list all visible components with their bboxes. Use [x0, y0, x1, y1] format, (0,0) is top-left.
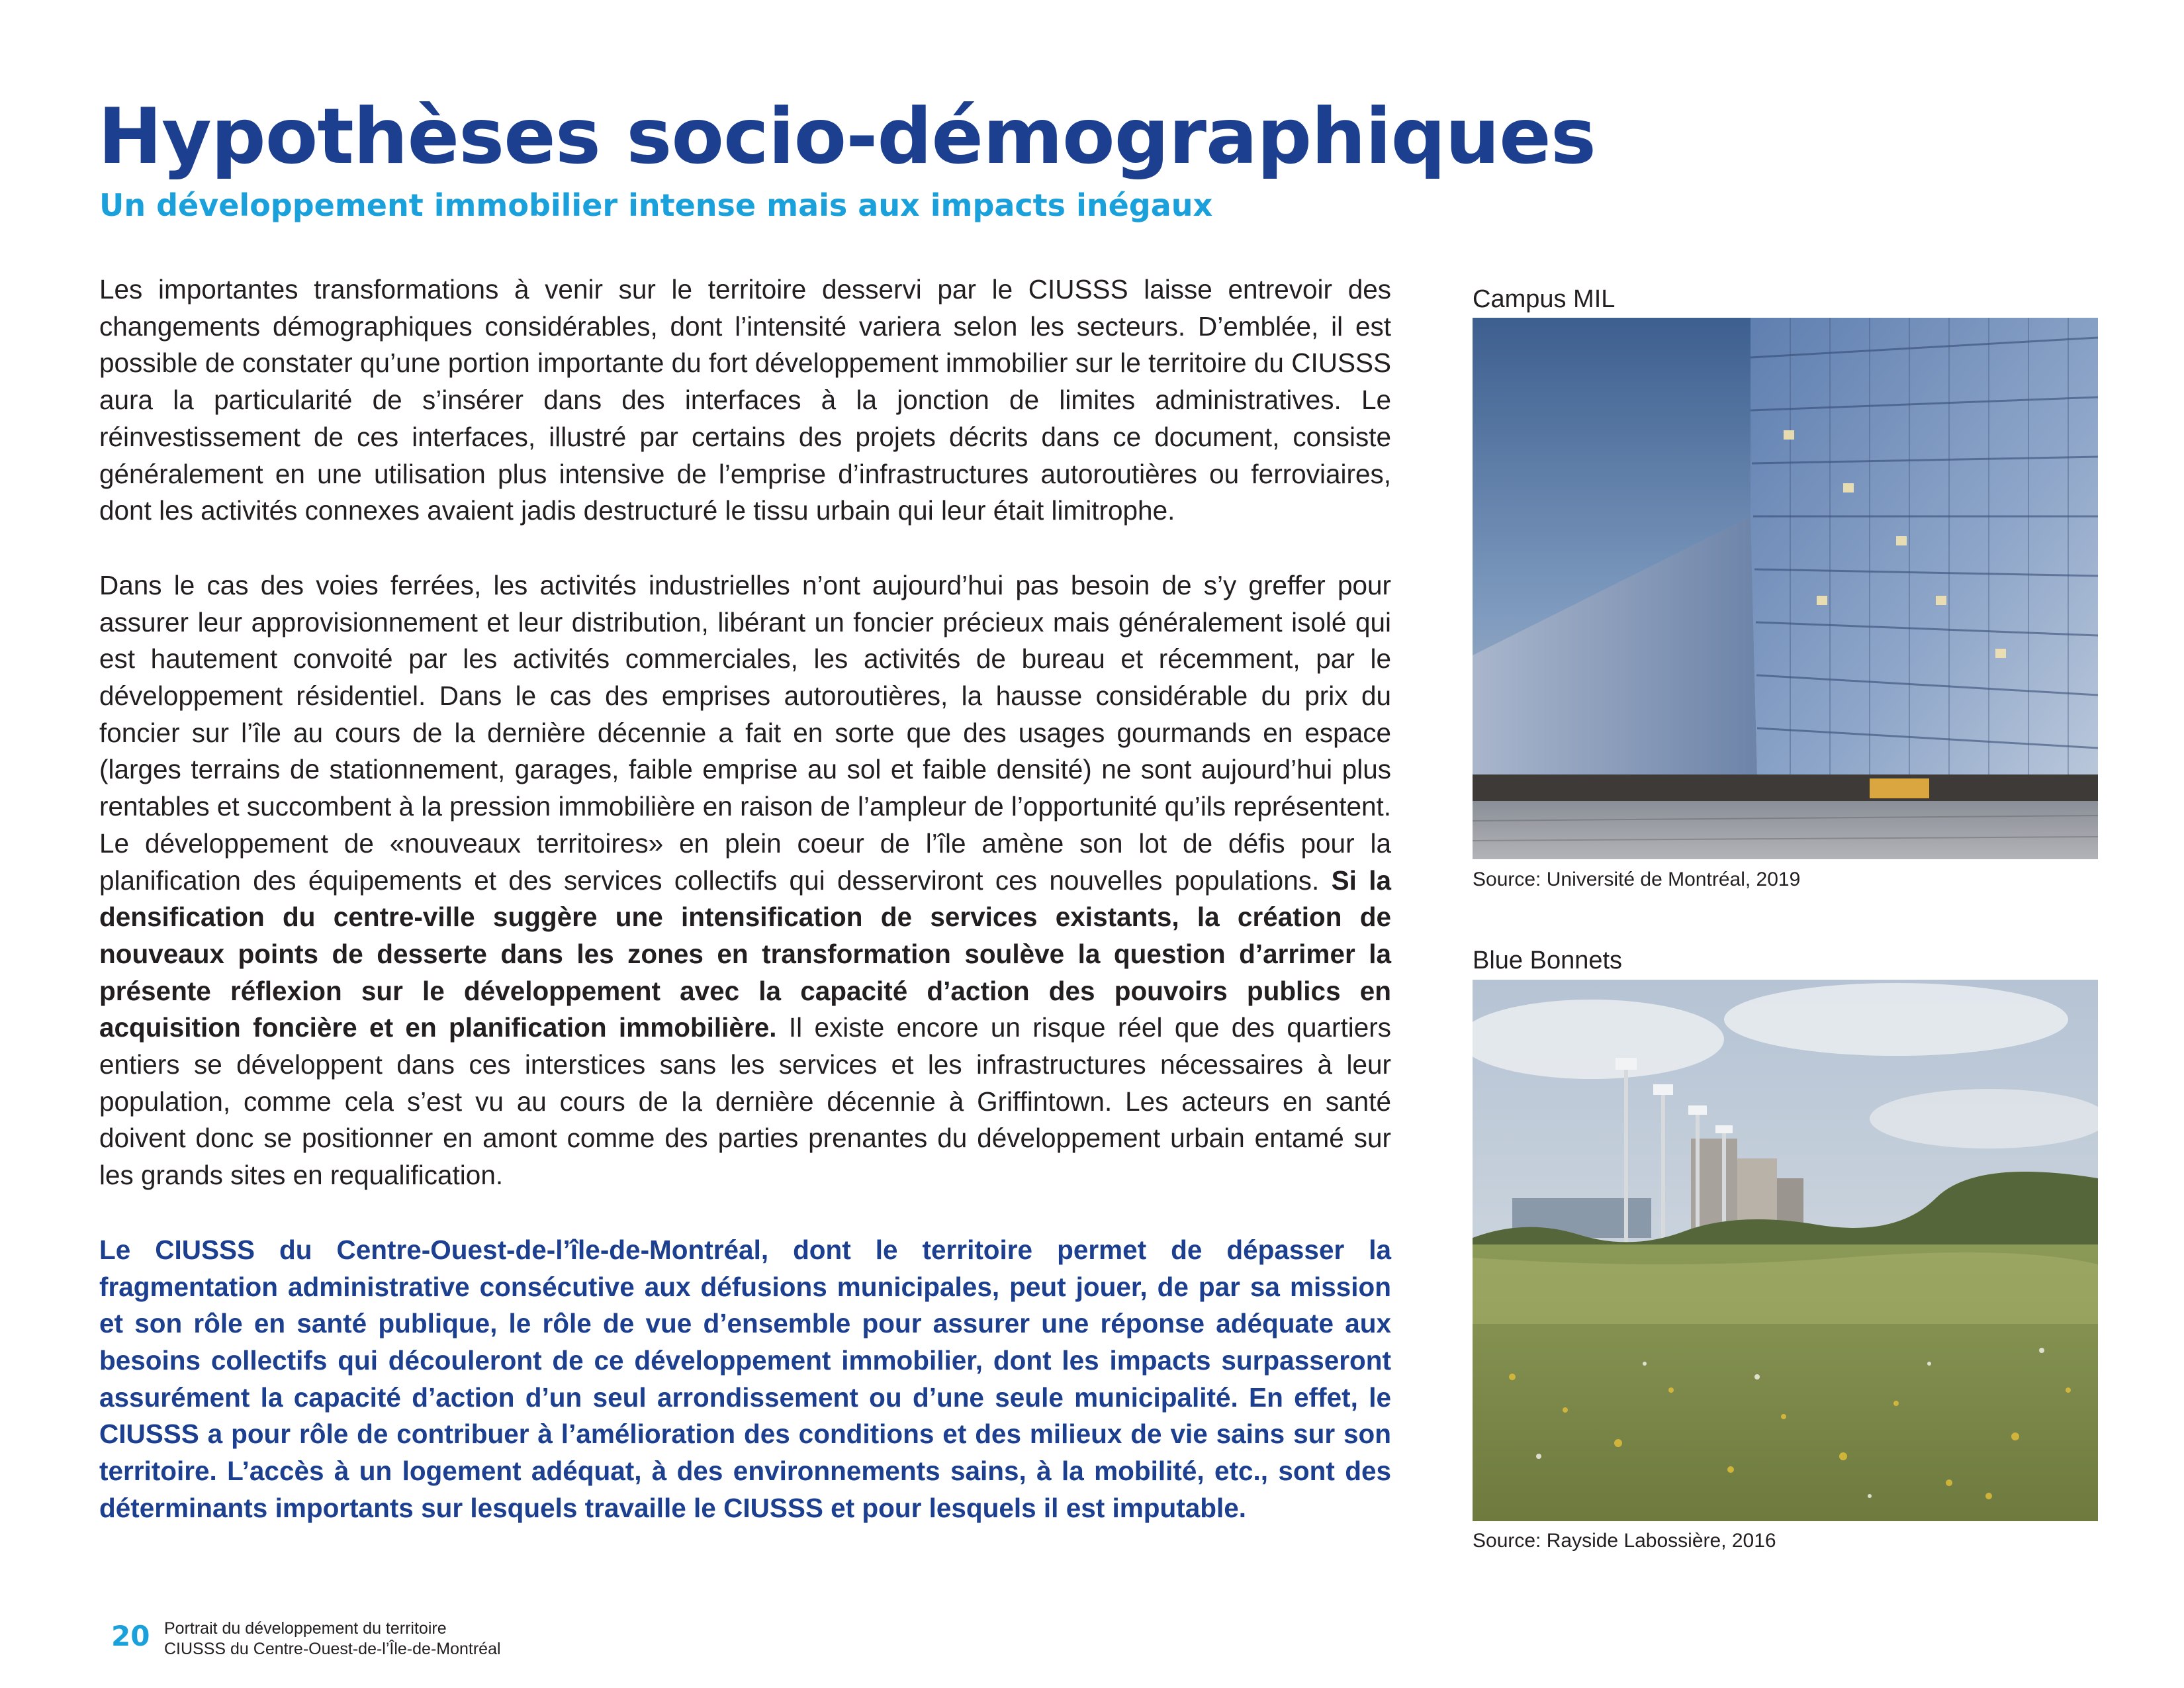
- footer-line-2: CIUSSS du Centre-Ouest-de-l’Île-de-Montréal: [164, 1640, 501, 1658]
- campus-mil-illustration: [1473, 318, 2098, 859]
- paragraph-rail-highway-emphasis: Si la densification du centre-ville suggère une intensification de services existants, la création de nouveaux points de desserte dans les zones en transformation soulève la question d’arrimer la présente réflexion sur le développement avec la capacité d’action des pouvoirs publics en acquisition foncière et en planification immobilière.: [99, 865, 1392, 1043]
- figure-source-blue-bonnets: Source: Rayside Labossière, 2016: [1473, 1530, 1776, 1552]
- page-number: 20: [111, 1620, 150, 1652]
- paragraph-intro: Les importantes transformations à venir sur le territoire desservi par le CIUSSS laisse entrevoir des changements démographiques considérables, dont l’intensité variera selon les secteurs. D’emblée, il est possible de constater qu’une portion importante du fort développement immobilier sur le territoire du CIUSSS aura la particularité de s’insérer dans des interfaces à la jonction de limites administratives. Le réinvestissement de ces interfaces, illustré par certains des projets décrits dans ce document, consiste généralement en une utilisation plus intensive de l’emprise d’infrastructures autoroutières ou ferroviaires, dont les activités connexes avaient jadis destructuré le tissu urbain qui leur était limitrophe.: [99, 274, 1391, 526]
- blue-bonnets-photo: [1473, 980, 2098, 1521]
- campus-mil-photo: [1473, 318, 2098, 859]
- page-subtitle: Un développement immobilier intense mais aux impacts inégaux: [99, 187, 1213, 223]
- body-text-column: [99, 271, 1391, 1527]
- footer-line-1: Portrait du développement du territoire: [164, 1619, 447, 1638]
- footer-document-title: [164, 1618, 501, 1660]
- paragraph-rail-highway-start: Dans le cas des voies ferrées, les activités industrielles n’ont aujourd’hui pas besoin de s’y greffer pour assurer leur approvisionnement et leur distribution, libérant un foncier précieux mais généralement isolé qui est hautement convoité par les activités commerciales, les activités de bureau et récemment, par le développement résidentiel. Dans le cas des emprises autoroutières, la hausse considérable du prix du foncier sur l’île au cours de la dernière décennie a fait en sorte que des usages gourmands en espace (larges terrains de stationnement, garages, faible emprise au sol et faible densité) ne sont aujourd’hui plus rentables et succombent à la pression immobilière en raison de l’ampleur de l’opportunité qu’ils représentent. Le développement de «nouveaux territoires» en plein coeur de l’île amène son lot de défis pour la planification des équipements et des services collectifs qui desserviront ces nouvelles populations.: [99, 569, 1391, 896]
- paragraph-ciusss-role: Le CIUSSS du Centre-Ouest-de-l’île-de-Montréal, dont le territoire permet de dépasser la fragmentation administrative consécutive aux défusions municipales, peut jouer, de par sa mission et son rôle en santé publique, le rôle de vue d’ensemble pour assurer une réponse adéquate aux besoins collectifs qui découleront de ce développement immobilier, dont les impacts surpasseront assurément la capacité d’action d’un seul arrondissement ou d’une seule municipalité. En effet, le CIUSSS a pour rôle de contribuer à l’amélioration des conditions et des milieux de vie sains sur son territoire. L’accès à un logement adéquat, à des environnements sains, à la mobilité, etc., sont des déterminants importants sur lesquels travaille le CIUSSS et pour lesquels il est imputable.: [99, 1234, 1391, 1523]
- paragraph-rail-highway-end: Il existe encore un risque réel que des quartiers entiers se développent dans ces interstices sans les services et les infrastructures nécessaires à leur population, comme cela s’est vu au cours de la dernière décennie à Griffintown. Les acteurs en santé doivent donc se positionner en amont comme des parties prenantes du développement urbain entamé sur les grands sites en requalification.: [99, 1012, 1391, 1191]
- figure-label-campus-mil: Campus MIL: [1473, 285, 1615, 313]
- figure-label-blue-bonnets: Blue Bonnets: [1473, 947, 1623, 974]
- blue-bonnets-illustration: [1473, 980, 2098, 1521]
- page-title: Hypothèses socio-démographiques: [98, 92, 1596, 181]
- figure-source-campus-mil: Source: Université de Montréal, 2019: [1473, 868, 1801, 890]
- paragraph-rail-highway: [99, 567, 1391, 1194]
